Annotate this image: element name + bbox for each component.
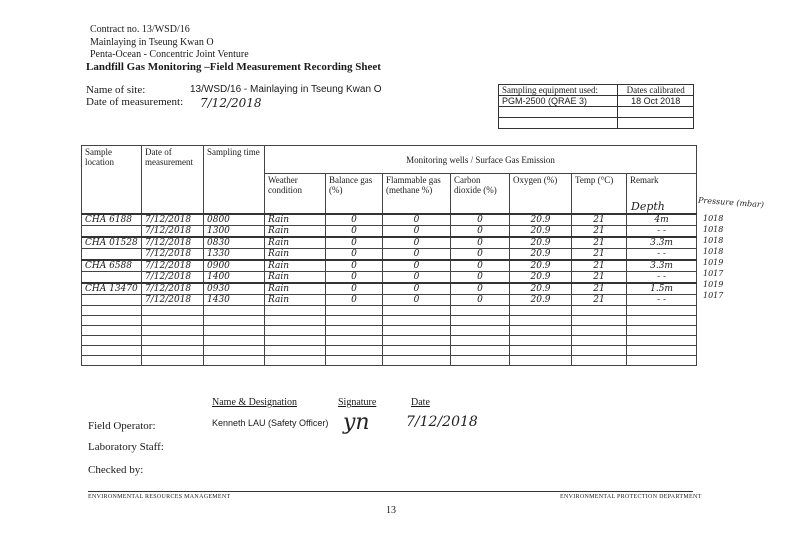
balance-gas-cell: 0 <box>326 294 383 305</box>
carbon-dioxide-header: Carbon dioxide (%) <box>451 174 510 214</box>
empty-cell <box>627 315 697 325</box>
weather-cell: Rain <box>265 225 326 237</box>
temp-cell: 21 <box>572 237 627 249</box>
temp-header: Temp (°C) <box>572 174 627 214</box>
empty-cell <box>142 335 204 345</box>
measurement-table-container <box>81 145 697 366</box>
empty-cell <box>265 305 326 315</box>
empty-cell <box>627 355 697 365</box>
empty-cell <box>204 345 265 355</box>
site-name-value: 13/WSD/16 - Mainlaying in Tseung Kwan O <box>190 84 382 95</box>
sample-location-cell <box>82 294 142 305</box>
field-operator-signature: yn <box>343 410 370 435</box>
empty-row <box>82 355 697 365</box>
oxygen-cell: 20.9 <box>510 260 572 272</box>
balance-gas-cell: 0 <box>326 271 383 283</box>
empty-cell <box>572 315 627 325</box>
empty-cell <box>451 355 510 365</box>
sample-location-cell <box>82 225 142 237</box>
date-cell: 7/12/2018 <box>142 248 204 260</box>
time-cell: 1430 <box>204 294 265 305</box>
empty-cell <box>142 315 204 325</box>
weather-cell: Rain <box>265 283 326 295</box>
contractor-name: Penta-Ocean - Concentric Joint Venture <box>90 49 249 60</box>
empty-cell <box>451 315 510 325</box>
empty-cell <box>451 325 510 335</box>
table-row <box>82 214 697 226</box>
name-designation-header: Name & Designation <box>212 397 297 408</box>
date-of-measurement-header: Date of measurement <box>142 146 204 214</box>
empty-cell <box>510 355 572 365</box>
flammable-gas-cell: 0 <box>383 283 451 295</box>
temp-cell: 21 <box>572 248 627 260</box>
carbon-dioxide-cell: 0 <box>451 214 510 226</box>
measurement-date-value: 7/12/2018 <box>200 96 262 110</box>
empty-cell <box>142 355 204 365</box>
checked-by-label: Checked by: <box>88 464 144 476</box>
empty-cell <box>142 305 204 315</box>
empty-cell <box>326 325 383 335</box>
empty-cell <box>627 325 697 335</box>
weather-cell: Rain <box>265 260 326 272</box>
pressure-header: Pressure (mbar) <box>697 195 765 210</box>
sample-location-cell: CHA 01528 <box>82 237 142 249</box>
flammable-gas-cell: 0 <box>383 237 451 249</box>
date-cell: 7/12/2018 <box>142 260 204 272</box>
empty-cell <box>510 335 572 345</box>
empty-cell <box>265 355 326 365</box>
flammable-gas-cell: 0 <box>383 271 451 283</box>
empty-cell <box>142 345 204 355</box>
calibration-value: 18 Oct 2018 <box>618 96 694 107</box>
field-operator-name: Kenneth LAU (Safety Officer) <box>212 418 329 428</box>
footer-left: ENVIRONMENTAL RESOURCES MANAGEMENT <box>88 494 231 500</box>
empty-row <box>82 335 697 345</box>
date-cell: 7/12/2018 <box>142 225 204 237</box>
balance-gas-cell: 0 <box>326 225 383 237</box>
time-cell: 0930 <box>204 283 265 295</box>
empty-cell <box>326 305 383 315</box>
sample-location-header: Sample location <box>82 146 142 214</box>
time-cell: 0900 <box>204 260 265 272</box>
empty-cell <box>204 335 265 345</box>
carbon-dioxide-cell: 0 <box>451 294 510 305</box>
empty-cell <box>204 355 265 365</box>
empty-cell <box>82 335 142 345</box>
remark-cell: 3.3m <box>627 260 697 272</box>
field-operator-label: Field Operator: <box>88 420 156 432</box>
empty-cell <box>204 325 265 335</box>
flammable-gas-cell: 0 <box>383 225 451 237</box>
weather-cell: Rain <box>265 214 326 226</box>
empty-cell <box>204 315 265 325</box>
weather-cell: Rain <box>265 248 326 260</box>
pressure-value: 1018 <box>703 247 724 256</box>
sample-location-cell <box>82 248 142 260</box>
balance-gas-cell: 0 <box>326 214 383 226</box>
measurement-date-label: Date of measurement: <box>86 96 184 108</box>
empty-cell <box>265 315 326 325</box>
empty-cell <box>627 345 697 355</box>
balance-gas-cell: 0 <box>326 260 383 272</box>
empty-cell <box>204 305 265 315</box>
pressure-value: 1017 <box>703 291 724 300</box>
empty-cell <box>82 325 142 335</box>
flammable-gas-cell: 0 <box>383 294 451 305</box>
pressure-value: 1018 <box>703 214 724 223</box>
site-name-label: Name of site: <box>86 84 146 96</box>
remark-cell: - - <box>627 271 697 283</box>
carbon-dioxide-cell: 0 <box>451 248 510 260</box>
time-cell: 1400 <box>204 271 265 283</box>
sampling-time-header: Sampling time <box>204 146 265 214</box>
empty-cell <box>142 325 204 335</box>
sample-location-cell <box>82 271 142 283</box>
oxygen-cell: 20.9 <box>510 294 572 305</box>
table-row <box>82 248 697 260</box>
table-row <box>82 237 697 249</box>
remark-cell: 4m <box>627 214 697 226</box>
calibration-empty-cell <box>618 107 694 118</box>
empty-cell <box>383 305 451 315</box>
sample-location-cell: CHA 13470 <box>82 283 142 295</box>
empty-cell <box>265 345 326 355</box>
laboratory-staff-label: Laboratory Staff: <box>88 441 164 453</box>
remark-cell: - - <box>627 294 697 305</box>
calibration-empty-cell <box>618 118 694 129</box>
project-name: Mainlaying in Tseung Kwan O <box>90 37 214 48</box>
equipment-value: PGM-2500 (QRAE 3) <box>499 96 618 107</box>
footer-right: ENVIRONMENTAL PROTECTION DEPARTMENT <box>560 494 702 500</box>
balance-gas-cell: 0 <box>326 248 383 260</box>
remark-cell: 1.5m <box>627 283 697 295</box>
remark-cell: - - <box>627 225 697 237</box>
empty-cell <box>572 355 627 365</box>
date-cell: 7/12/2018 <box>142 271 204 283</box>
date-cell: 7/12/2018 <box>142 294 204 305</box>
empty-cell <box>326 315 383 325</box>
empty-cell <box>572 335 627 345</box>
temp-cell: 21 <box>572 214 627 226</box>
empty-cell <box>451 345 510 355</box>
sample-location-cell: CHA 6588 <box>82 260 142 272</box>
empty-cell <box>510 305 572 315</box>
flammable-gas-cell: 0 <box>383 214 451 226</box>
time-cell: 0800 <box>204 214 265 226</box>
oxygen-cell: 20.9 <box>510 225 572 237</box>
empty-cell <box>265 335 326 345</box>
oxygen-cell: 20.9 <box>510 283 572 295</box>
page-number: 13 <box>386 505 396 516</box>
pressure-value: 1018 <box>703 236 724 245</box>
remark-cell: 3.3m <box>627 237 697 249</box>
depth-label: Depth <box>631 199 665 213</box>
weather-cell: Rain <box>265 271 326 283</box>
empty-cell <box>383 315 451 325</box>
measurement-rows <box>82 214 697 366</box>
date-cell: 7/12/2018 <box>142 283 204 295</box>
oxygen-cell: 20.9 <box>510 237 572 249</box>
balance-gas-cell: 0 <box>326 283 383 295</box>
empty-cell <box>627 305 697 315</box>
remark-header <box>627 174 697 214</box>
empty-cell <box>451 305 510 315</box>
table-row <box>82 271 697 283</box>
document-title: Landfill Gas Monitoring –Field Measurement Recording Sheet <box>86 61 381 73</box>
carbon-dioxide-cell: 0 <box>451 260 510 272</box>
table-row <box>82 225 697 237</box>
empty-cell <box>326 335 383 345</box>
weather-cell: Rain <box>265 237 326 249</box>
weather-header: Weather condition <box>265 174 326 214</box>
empty-cell <box>510 345 572 355</box>
field-operator-date: 7/12/2018 <box>406 414 478 430</box>
signature-header: Signature <box>338 397 377 408</box>
equipment-empty-cell <box>499 118 618 129</box>
table-row <box>82 283 697 295</box>
empty-cell <box>326 345 383 355</box>
empty-row <box>82 325 697 335</box>
temp-cell: 21 <box>572 283 627 295</box>
empty-cell <box>510 325 572 335</box>
date-cell: 7/12/2018 <box>142 214 204 226</box>
remark-cell: - - <box>627 248 697 260</box>
measurement-table <box>81 145 697 366</box>
contract-number: Contract no. 13/WSD/16 <box>90 24 190 35</box>
carbon-dioxide-cell: 0 <box>451 225 510 237</box>
flammable-gas-cell: 0 <box>383 260 451 272</box>
empty-cell <box>572 305 627 315</box>
balance-gas-header: Balance gas (%) <box>326 174 383 214</box>
empty-cell <box>510 315 572 325</box>
pressure-value: 1019 <box>703 280 724 289</box>
remark-label: Remark <box>630 175 659 185</box>
empty-cell <box>82 305 142 315</box>
balance-gas-cell: 0 <box>326 237 383 249</box>
carbon-dioxide-cell: 0 <box>451 271 510 283</box>
oxygen-cell: 20.9 <box>510 248 572 260</box>
empty-cell <box>265 325 326 335</box>
time-cell: 1330 <box>204 248 265 260</box>
empty-cell <box>383 335 451 345</box>
time-cell: 0830 <box>204 237 265 249</box>
empty-cell <box>627 335 697 345</box>
empty-cell <box>82 315 142 325</box>
weather-cell: Rain <box>265 294 326 305</box>
empty-row <box>82 315 697 325</box>
temp-cell: 21 <box>572 225 627 237</box>
time-cell: 1300 <box>204 225 265 237</box>
equipment-header: Sampling equipment used: <box>499 85 618 96</box>
flammable-gas-header: Flammable gas (methane %) <box>383 174 451 214</box>
empty-cell <box>326 355 383 365</box>
empty-cell <box>82 355 142 365</box>
pressure-value: 1018 <box>703 225 724 234</box>
pressure-value: 1017 <box>703 269 724 278</box>
carbon-dioxide-cell: 0 <box>451 283 510 295</box>
sample-location-cell: CHA 6188 <box>82 214 142 226</box>
oxygen-header: Oxygen (%) <box>510 174 572 214</box>
footer-rule <box>88 491 693 492</box>
oxygen-cell: 20.9 <box>510 271 572 283</box>
carbon-dioxide-cell: 0 <box>451 237 510 249</box>
empty-cell <box>383 345 451 355</box>
oxygen-cell: 20.9 <box>510 214 572 226</box>
calibration-header: Dates calibrated <box>618 85 694 96</box>
empty-cell <box>572 345 627 355</box>
temp-cell: 21 <box>572 294 627 305</box>
pressure-value: 1019 <box>703 258 724 267</box>
date-header: Date <box>411 397 430 408</box>
equipment-empty-cell <box>499 107 618 118</box>
empty-row <box>82 345 697 355</box>
monitoring-wells-header: Monitoring wells / Surface Gas Emission <box>265 146 697 174</box>
flammable-gas-cell: 0 <box>383 248 451 260</box>
empty-cell <box>572 325 627 335</box>
equipment-table <box>498 84 694 129</box>
empty-cell <box>82 345 142 355</box>
table-row <box>82 294 697 305</box>
empty-row <box>82 305 697 315</box>
empty-cell <box>383 355 451 365</box>
table-row <box>82 260 697 272</box>
empty-cell <box>451 335 510 345</box>
empty-cell <box>383 325 451 335</box>
temp-cell: 21 <box>572 271 627 283</box>
date-cell: 7/12/2018 <box>142 237 204 249</box>
temp-cell: 21 <box>572 260 627 272</box>
